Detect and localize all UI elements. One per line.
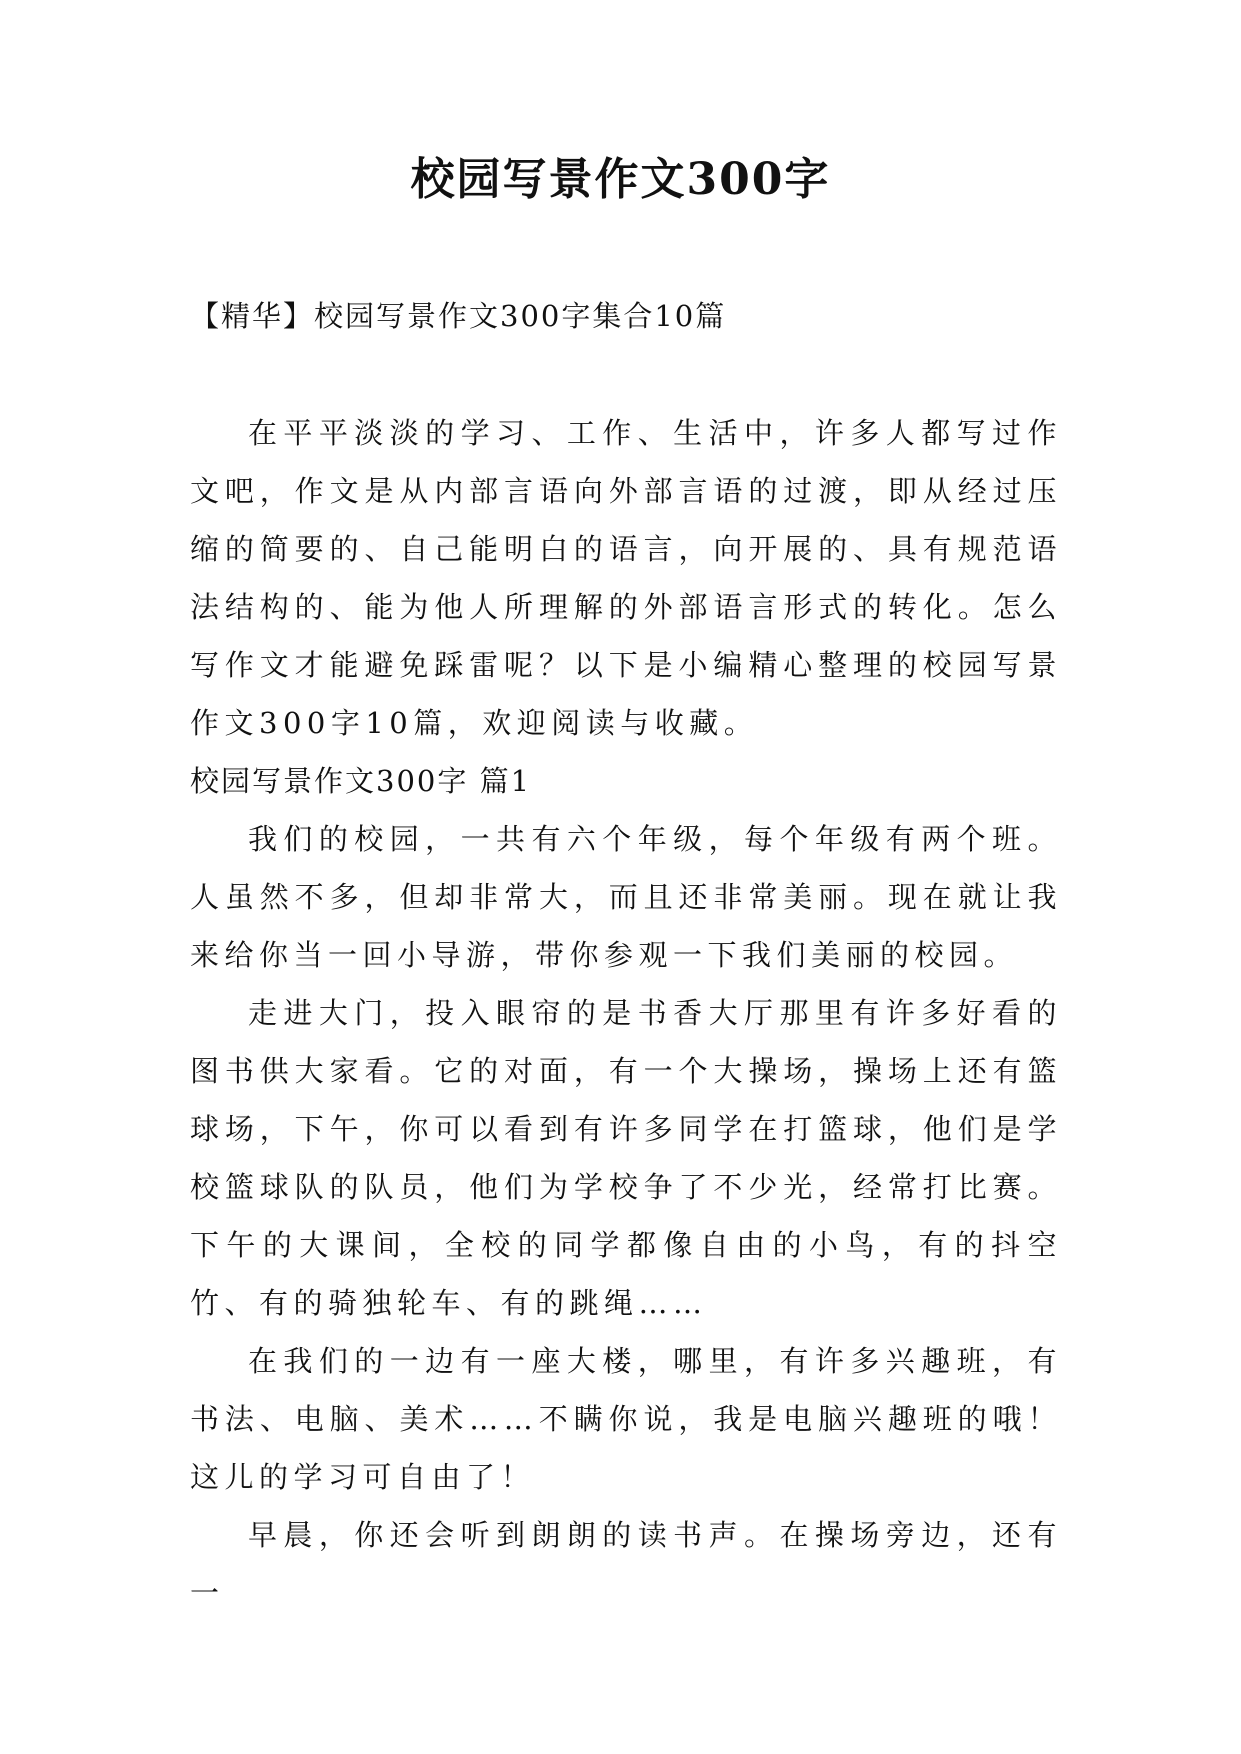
intro-paragraph: 在平平淡淡的学习、工作、生活中，许多人都写过作文吧，作文是从内部言语向外部言语的过渡，即从经过压缩的简要的、自己能明白的语言，向开展的、具有规范语法结构的、能为他人所理解的外部语言形式的转化。怎么写作文才能避免踩雷呢？以下是小编精心整理的校园写景作文300字10篇，欢迎阅读与收藏。 — [190, 416, 1062, 740]
body-paragraph: 在我们的一边有一座大楼，哪里，有许多兴趣班，有书法、电脑、美术……不瞒你说，我是电脑兴趣班的哦！这儿的学习可自由了！ — [190, 1344, 1062, 1494]
section-heading: 校园写景作文300字 篇1 — [190, 764, 532, 798]
document-body — [190, 404, 1062, 1622]
body-paragraph: 早晨，你还会听到朗朗的读书声。在操场旁边，还有一 — [190, 1518, 1062, 1610]
document-subtitle: 【精华】校园写景作文300字集合10篇 — [190, 299, 727, 333]
body-paragraph: 走进大门，投入眼帘的是书香大厅那里有许多好看的图书供大家看。它的对面，有一个大操场，操场上还有篮球场，下午，你可以看到有许多同学在打篮球，他们是学校篮球队的队员，他们为学校争了不少光，经常打比赛。下午的大课间，全校的同学都像自由的小鸟，有的抖空竹、有的骑独轮车、有的跳绳…… — [190, 996, 1062, 1320]
document-title: 校园写景作文300字 — [410, 154, 831, 205]
body-paragraph: 我们的校园，一共有六个年级，每个年级有两个班。人虽然不多，但却非常大，而且还非常美丽。现在就让我来给你当一回小导游，带你参观一下我们美丽的校园。 — [190, 822, 1062, 972]
